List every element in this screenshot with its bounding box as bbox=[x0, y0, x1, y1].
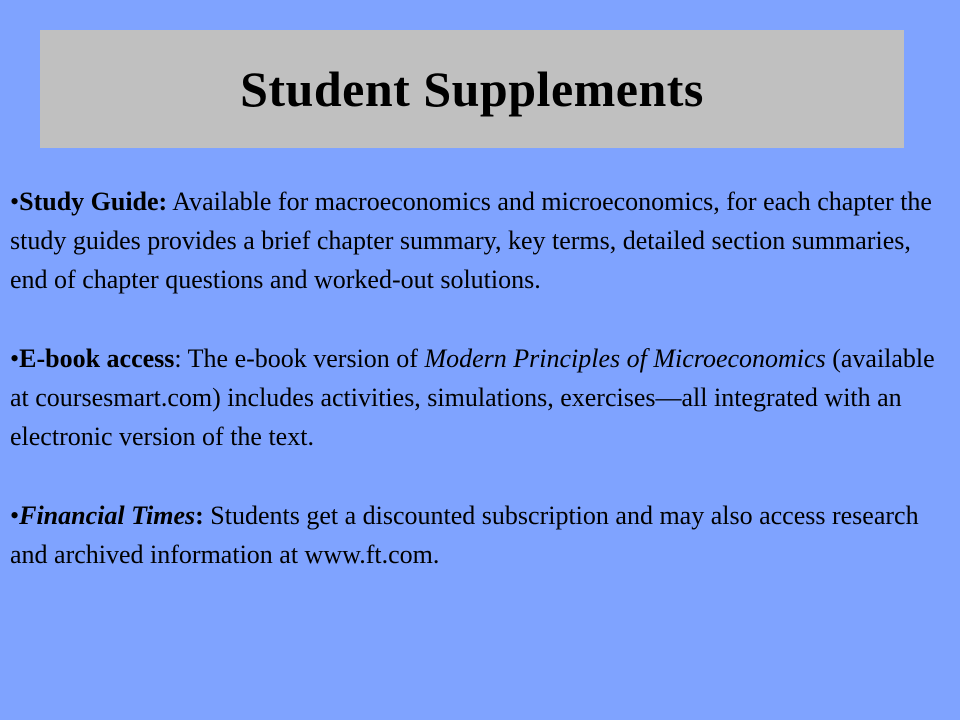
ebook-label: E-book access bbox=[19, 344, 175, 373]
bullet-icon: • bbox=[10, 187, 20, 216]
ebook-text-after: (available at coursesmart.com) includes activities, simulations, exercises—all integrated with an electronic version of the text. bbox=[10, 344, 935, 451]
title-box bbox=[40, 30, 904, 148]
bullet-list bbox=[10, 182, 950, 614]
slide-title: Student Supplements bbox=[240, 61, 704, 117]
ebook-text-before: : The e-book version of bbox=[174, 344, 425, 373]
study-guide-label: Study Guide: bbox=[19, 187, 168, 216]
ebook-book-title: Modern Principles of Microeconomics bbox=[424, 344, 826, 373]
study-guide-text: Available for macroeconomics and microeconomics, for each chapter the study guides provides a brief chapter summary, key terms, detailed section summaries, end of chapter questions and worked-out solutions. bbox=[10, 187, 932, 294]
bullet-item-financial-times bbox=[10, 496, 950, 574]
financial-times-colon: : bbox=[195, 501, 204, 530]
bullet-item-ebook bbox=[10, 339, 950, 456]
bullet-icon: • bbox=[10, 344, 20, 373]
financial-times-text: Students get a discounted subscription and may also access research and archived information at www.ft.com. bbox=[10, 501, 919, 569]
bullet-item-study-guide bbox=[10, 182, 950, 299]
bullet-icon: • bbox=[10, 501, 20, 530]
financial-times-label: Financial Times bbox=[19, 501, 196, 530]
